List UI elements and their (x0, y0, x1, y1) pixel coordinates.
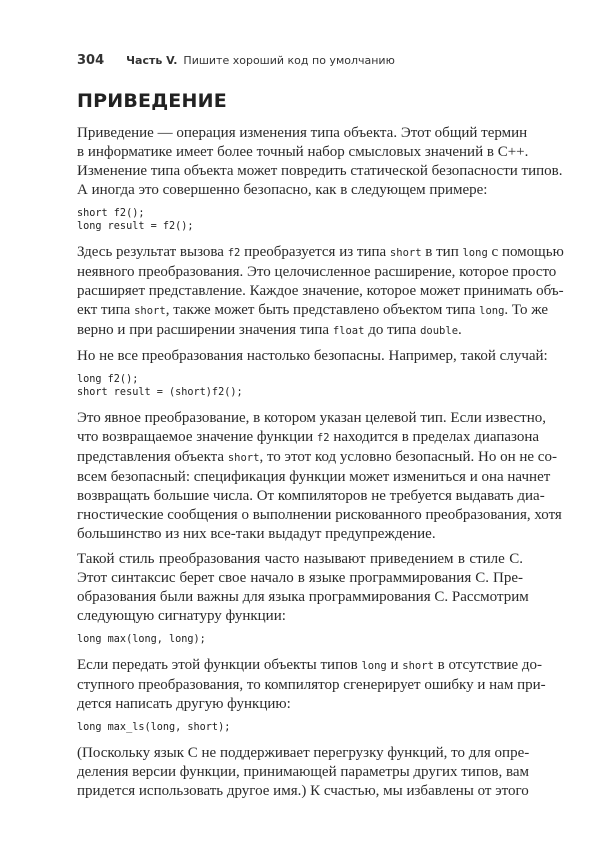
text-run: (Поскольку язык C не поддерживает перегрузку функций, то для опре- (77, 745, 530, 761)
text-line (77, 588, 529, 607)
text-run: неявного преобразования. Это целочисленное расширение, которое просто (77, 264, 557, 280)
inline-code: long (361, 660, 387, 672)
text-run: находится в пределах диапазона (329, 429, 540, 445)
inline-code: long (462, 247, 488, 259)
text-run: , то этот код условно безопасный. Но он не со- (259, 449, 557, 465)
text-run: . (458, 322, 462, 338)
text-run: Такой стиль преобразования часто называют приведением в стиле C. (77, 551, 523, 567)
body-text (77, 124, 564, 807)
text-line (77, 763, 529, 782)
text-run: в тип (421, 244, 463, 260)
text-run: , также может быть представлено объектом типа (165, 302, 480, 318)
text-run: возвращать большие числа. От компиляторов не требуется выдавать диа- (77, 488, 545, 504)
paragraph (77, 347, 548, 366)
section-heading: ПРИВЕДЕНИЕ (77, 90, 227, 112)
text-line (77, 782, 529, 801)
text-run: дется написать другую функцию: (77, 696, 291, 712)
text-line (77, 181, 523, 200)
text-run: что возвращаемое значение функции (77, 429, 317, 445)
text-line (77, 569, 523, 588)
text-run: следующую сигнатуру функции: (77, 608, 286, 624)
text-run: . То же (504, 302, 549, 318)
text-line (77, 263, 557, 282)
part-label: Часть V. (126, 54, 178, 67)
text-line (77, 143, 529, 162)
text-line (77, 607, 523, 626)
text-run: преобразуется из типа (240, 244, 390, 260)
paragraph (77, 744, 530, 801)
inline-code: f2 (316, 432, 330, 444)
inline-code: float (332, 325, 365, 337)
text-line (77, 428, 540, 448)
text-run: образования были важны для языка программирования C. Рассмотрим (77, 589, 529, 605)
text-run: расширяет представление. Каждое значение, которое может принимать объ- (77, 283, 564, 299)
text-run: Это явное преобразование, в котором указан целевой тип. Если известно, (77, 410, 546, 426)
text-line (77, 409, 546, 428)
code-listing: long max(long, long); (77, 634, 206, 645)
inline-code: double (420, 325, 459, 337)
text-run: большинство из них все-таки выдадут предупреждение. (77, 526, 436, 542)
text-line (77, 243, 564, 263)
text-run: деления версии функции, принимающей параметры других типов, вам (77, 764, 529, 780)
page-number: 304 (77, 53, 105, 68)
text-line (77, 282, 564, 301)
text-run: с помощью (487, 244, 564, 260)
text-run: верно и при расширении значения типа (77, 322, 333, 338)
inline-code: short (134, 305, 166, 317)
text-line (77, 301, 549, 321)
text-run: Здесь результат вызова (77, 244, 228, 260)
paragraph (77, 656, 546, 714)
text-run: в информатике имеет более точный набор смысловых значений в C++. (77, 144, 529, 160)
text-line (77, 550, 523, 569)
text-line (77, 744, 530, 763)
text-run: представления объекта (77, 449, 228, 465)
text-line (77, 656, 543, 676)
text-line (77, 448, 557, 468)
text-run: Если передать этой функции объекты типов (77, 657, 362, 673)
text-run: Но не все преобразования настолько безопасны. Например, такой случай: (77, 348, 548, 364)
text-run: Этот синтаксис берет свое начало в языке программирования C. Пре- (77, 570, 523, 586)
paragraph (77, 124, 563, 200)
paragraph (77, 409, 562, 544)
code-listing: long f2(); short result = (short)f2(); (77, 374, 243, 398)
inline-code: f2 (227, 247, 241, 259)
text-line (77, 468, 551, 487)
text-run: в отсутствие до- (433, 657, 543, 673)
text-run: Изменение типа объекта может повредить статической безопасности типов. (77, 163, 563, 179)
inline-code: short (402, 660, 434, 672)
text-run: и (386, 657, 403, 673)
text-line (77, 676, 546, 695)
text-line (77, 525, 523, 544)
inline-code: long (479, 305, 505, 317)
text-line (77, 321, 523, 341)
text-run: А иногда это совершенно безопасно, как в следующем примере: (77, 182, 488, 198)
code-listing: long max_ls(long, short); (77, 722, 231, 733)
text-run: придется использовать другое имя.) К счастью, мы избавлены от этого (77, 783, 529, 799)
code-listing: short f2(); long result = f2(); (77, 208, 194, 232)
text-run: всем безопасный: спецификация функции может измениться и она начнет (77, 469, 551, 485)
inline-code: short (227, 452, 260, 464)
inline-code: short (389, 247, 422, 259)
text-run: ступного преобразования, то компилятор сгенерирует ошибку и нам при- (77, 677, 546, 693)
text-run: гностические сообщения о выполнении рискованного преобразования, хотя (77, 507, 562, 523)
part-title: Пишите хороший код по умолчанию (183, 54, 395, 67)
text-run: Приведение — операция изменения типа объекта. Этот общий термин (77, 125, 528, 141)
paragraph (77, 550, 529, 626)
text-line (77, 347, 548, 366)
paragraph (77, 243, 564, 341)
text-line (77, 162, 563, 181)
text-run: до типа (364, 322, 421, 338)
text-line (77, 487, 545, 506)
text-line (77, 124, 528, 143)
text-line (77, 506, 562, 525)
text-line (77, 695, 523, 714)
running-header (77, 53, 395, 68)
text-run: ект типа (77, 302, 135, 318)
